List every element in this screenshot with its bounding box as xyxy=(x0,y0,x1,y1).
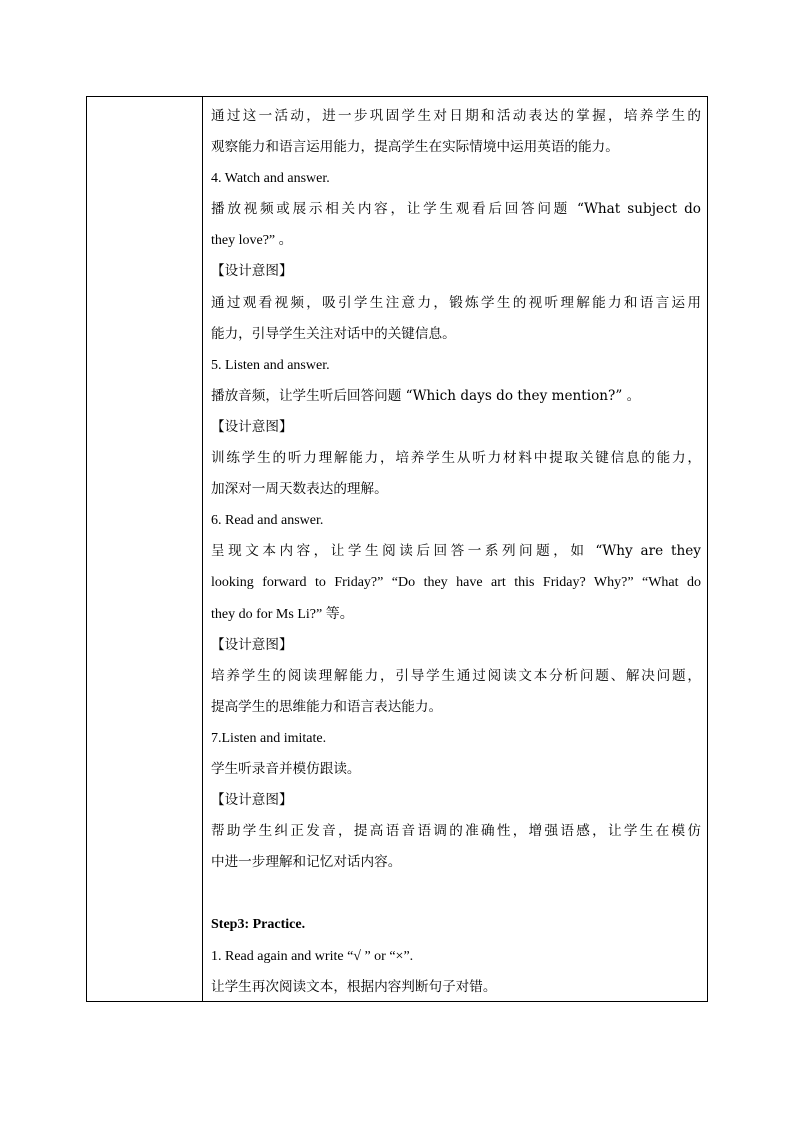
text-line: 呈现文本内容，让学生阅读后回答一系列问题，如 “Why are they xyxy=(211,543,701,560)
blank-line xyxy=(211,878,701,909)
text-line: 播放音频，让学生听后回答问题 “Which days do they mention?” 。 xyxy=(211,387,641,404)
text-line: 通过观看视频，吸引学生注意力，锻炼学生的视听理解能力和语言运用 xyxy=(211,294,701,311)
step3-heading: Step3: Practice. xyxy=(211,917,306,933)
step-heading-watch: 4. Watch and answer. xyxy=(211,171,330,187)
text-line: 学生听录音并模仿跟读。 xyxy=(211,760,361,777)
text-line: 加深对一周天数表达的理解。 xyxy=(211,481,388,498)
text-line: 中进一步理解和记忆对话内容。 xyxy=(211,854,402,871)
text-line: 能力，引导学生关注对话中的关键信息。 xyxy=(211,325,456,342)
design-intent-label: 【设计意图】 xyxy=(211,263,293,280)
text-line: 让学生再次阅读文本，根据内容判断句子对错。 xyxy=(211,978,497,995)
left-column-cell xyxy=(87,97,203,1001)
content-cell xyxy=(203,97,707,1001)
lesson-plan-table xyxy=(86,96,708,1002)
text-line: 播放视频或展示相关内容，让学生观看后回答问题 “What subject do xyxy=(211,201,701,218)
step-heading-read-again: 1. Read again and write “√ ” or “×”. xyxy=(211,948,414,964)
text-line: 培养学生的阅读理解能力，引导学生通过阅读文本分析问题、解决问题， xyxy=(211,667,701,684)
text-line: 通过这一活动，进一步巩固学生对日期和活动表达的掌握，培养学生的 xyxy=(211,108,701,124)
text-line: 帮助学生纠正发音，提高语音语调的准确性，增强语感，让学生在模仿 xyxy=(211,823,701,840)
text-line: they love?” 。 xyxy=(211,233,293,249)
step-heading-listen: 5. Listen and answer. xyxy=(211,357,330,373)
text-line: they do for Ms Li?” 等。 xyxy=(211,606,354,622)
step-heading-read: 6. Read and answer. xyxy=(211,513,324,529)
text-line: looking forward to Friday?” “Do they have art this Friday? Why?” “What do xyxy=(211,575,701,591)
design-intent-label: 【设计意图】 xyxy=(211,792,293,809)
text-line: 提高学生的思维能力和语言表达能力。 xyxy=(211,698,443,715)
design-intent-label: 【设计意图】 xyxy=(211,636,293,653)
text-line: 观察能力和语言运用能力，提高学生在实际情境中运用英语的能力。 xyxy=(211,139,619,156)
design-intent-label: 【设计意图】 xyxy=(211,418,293,435)
step-heading-imitate: 7.Listen and imitate. xyxy=(211,730,327,746)
text-line: 训练学生的听力理解能力，培养学生从听力材料中提取关键信息的能力， xyxy=(211,450,701,467)
